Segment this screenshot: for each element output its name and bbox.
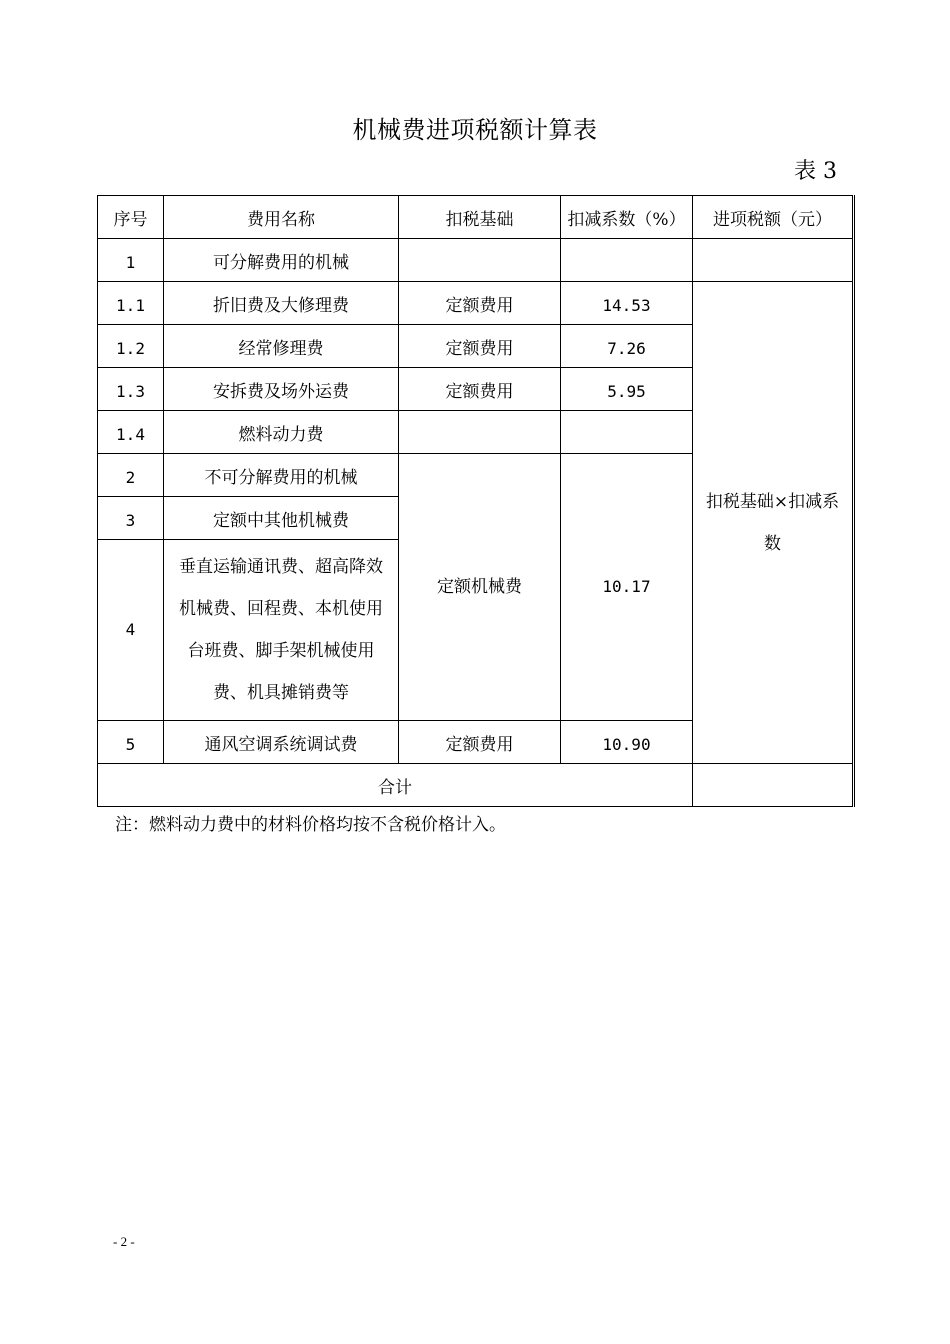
row-rate: 7.26 bbox=[561, 325, 693, 368]
row-name: 燃料动力费 bbox=[164, 411, 399, 454]
row-no: 2 bbox=[98, 454, 164, 497]
row-name: 经常修理费 bbox=[164, 325, 399, 368]
row-basis bbox=[399, 239, 561, 282]
row-no: 1.2 bbox=[98, 325, 164, 368]
row-no: 1 bbox=[98, 239, 164, 282]
row-no: 1.1 bbox=[98, 282, 164, 325]
page-number: - 2 - bbox=[113, 1234, 135, 1249]
header-rate: 扣减系数（%） bbox=[561, 196, 693, 239]
row-tax bbox=[693, 239, 854, 282]
total-row bbox=[98, 764, 854, 807]
row-rate: 14.53 bbox=[561, 282, 693, 325]
row-no: 1.3 bbox=[98, 368, 164, 411]
total-label: 合计 bbox=[98, 764, 693, 807]
row-name: 通风空调系统调试费 bbox=[164, 721, 399, 764]
row-rate bbox=[561, 239, 693, 282]
row-basis: 定额费用 bbox=[399, 282, 561, 325]
row-no: 1.4 bbox=[98, 411, 164, 454]
footnote: 注：燃料动力费中的材料价格均按不含税价格计入。 bbox=[115, 815, 506, 835]
table-row bbox=[98, 239, 854, 282]
row-no: 3 bbox=[98, 497, 164, 540]
row-name: 垂直运输通讯费、超高降效机械费、回程费、本机使用台班费、脚手架机械使用费、机具摊销费等 bbox=[164, 540, 399, 721]
row-rate: 10.90 bbox=[561, 721, 693, 764]
row-no: 4 bbox=[98, 540, 164, 721]
row-basis: 定额机械费 bbox=[399, 454, 561, 721]
row-name: 定额中其他机械费 bbox=[164, 497, 399, 540]
row-rate: 5.95 bbox=[561, 368, 693, 411]
row-basis: 定额费用 bbox=[399, 721, 561, 764]
row-basis: 定额费用 bbox=[399, 325, 561, 368]
row-name: 不可分解费用的机械 bbox=[164, 454, 399, 497]
row-name: 折旧费及大修理费 bbox=[164, 282, 399, 325]
tax-calculation-table bbox=[97, 195, 855, 807]
row-rate bbox=[561, 411, 693, 454]
total-value bbox=[693, 764, 854, 807]
table-row bbox=[98, 282, 854, 325]
table-number: 表 3 bbox=[794, 159, 837, 184]
tax-formula-cell: 扣税基础×扣减系数 bbox=[693, 282, 854, 764]
table-header-row bbox=[98, 196, 854, 239]
header-tax: 进项税额（元） bbox=[693, 196, 854, 239]
row-no: 5 bbox=[98, 721, 164, 764]
header-no: 序号 bbox=[98, 196, 164, 239]
row-name: 安拆费及场外运费 bbox=[164, 368, 399, 411]
page-title: 机械费进项税额计算表 bbox=[352, 116, 598, 144]
header-basis: 扣税基础 bbox=[399, 196, 561, 239]
row-basis: 定额费用 bbox=[399, 368, 561, 411]
header-name: 费用名称 bbox=[164, 196, 399, 239]
row-name: 可分解费用的机械 bbox=[164, 239, 399, 282]
row-basis bbox=[399, 411, 561, 454]
row-rate: 10.17 bbox=[561, 454, 693, 721]
